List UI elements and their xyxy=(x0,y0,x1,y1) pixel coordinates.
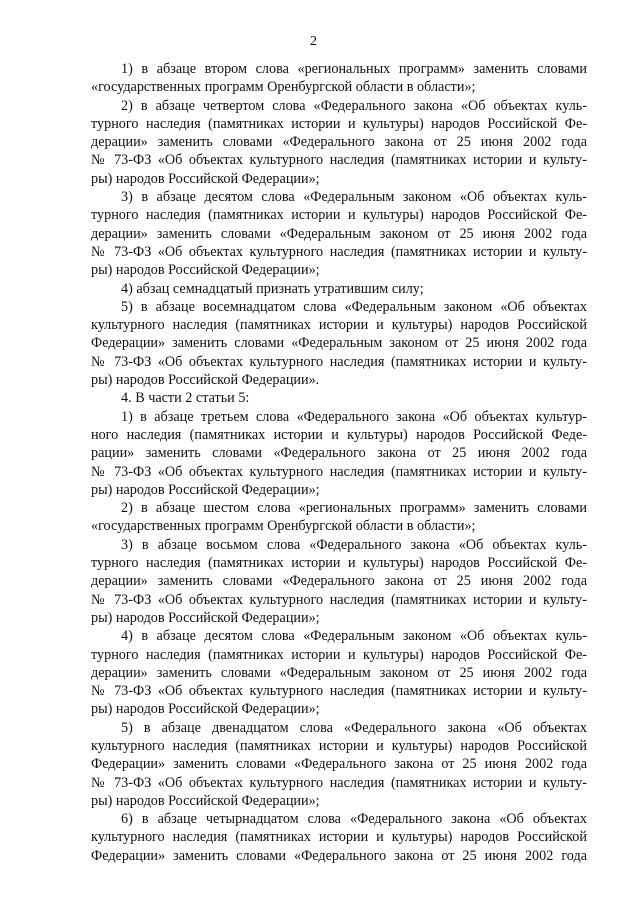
text-line: 2) в абзаце четвертом слова «Федерального закона «Об объектах куль- xyxy=(121,97,587,114)
text-line: № 73-ФЗ «Об объектах культурного наследия (памятниках истории и культу- xyxy=(91,152,587,169)
text-line: рации» заменить словами «Федерального закона от 25 июня 2002 года xyxy=(91,445,587,462)
text-line: дерации» заменить словами «Федеральным законом от 25 июня 2002 года xyxy=(91,664,587,681)
text-line: культурного наследия (памятниках истории и культуры) народов Российской xyxy=(91,737,587,754)
text-line: 1) в абзаце третьем слова «Федерального закона «Об объектах культур- xyxy=(121,408,587,425)
text-line: № 73-ФЗ «Об объектах культурного наследия (памятниках истории и культу- xyxy=(91,463,587,480)
text-line: Федерации» заменить словами «Федеральным законом от 25 июня 2002 года xyxy=(91,335,587,352)
text-line: ры) народов Российской Федерации»; xyxy=(91,609,320,626)
text-line: № 73-ФЗ «Об объектах культурного наследия (памятниках истории и культу- xyxy=(91,774,587,791)
text-line: Федерации» заменить словами «Федерального закона от 25 июня 2002 года xyxy=(91,756,587,773)
text-line: 3) в абзаце десятом слова «Федеральным законом «Об объектах куль- xyxy=(121,189,587,206)
text-line: № 73-ФЗ «Об объектах культурного наследия (памятниках истории и культу- xyxy=(91,243,587,260)
text-line: № 73-ФЗ «Об объектах культурного наследия (памятниках истории и культу- xyxy=(91,683,587,700)
text-line: Федерации» заменить словами «Федерального закона от 25 июня 2002 года xyxy=(91,847,587,864)
text-line: ры) народов Российской Федерации»; xyxy=(91,170,320,187)
text-line: дерации» заменить словами «Федеральным законом от 25 июня 2002 года xyxy=(91,225,587,242)
text-line: 4. В части 2 статьи 5: xyxy=(121,390,250,407)
text-line: 5) в абзаце восемнадцатом слова «Федеральным законом «Об объектах xyxy=(121,298,587,315)
text-line: 1) в абзаце втором слова «региональных программ» заменить словами xyxy=(121,61,587,77)
text-line: 3) в абзаце восьмом слова «Федерального закона «Об объектах куль- xyxy=(121,536,587,553)
page-number: 2 xyxy=(310,34,317,49)
text-line: 4) абзац семнадцатый признать утратившим силу; xyxy=(121,280,424,297)
text-line: ры) народов Российской Федерации». xyxy=(91,372,320,389)
text-line: турного наследия (памятниках истории и культуры) народов Российской Фе- xyxy=(91,646,587,663)
text-line: 6) в абзаце четырнадцатом слова «Федерального закона «Об объектах xyxy=(121,811,587,828)
text-line: № 73-ФЗ «Об объектах культурного наследия (памятниках истории и культу- xyxy=(91,591,587,608)
text-line: дерации» заменить словами «Федерального закона от 25 июня 2002 года xyxy=(91,573,587,590)
text-line: 4) в абзаце десятом слова «Федеральным законом «Об объектах куль- xyxy=(121,628,587,645)
text-line: культурного наследия (памятниках истории и культуры) народов Российской xyxy=(91,317,587,334)
text-line: «государственных программ Оренбургской области в области»; xyxy=(91,79,476,96)
text-line: ры) народов Российской Федерации»; xyxy=(91,481,320,498)
text-line: «государственных программ Оренбургской области в области»; xyxy=(91,518,476,535)
text-line: турного наследия (памятниках истории и культуры) народов Российской Фе- xyxy=(91,115,587,132)
text-line: турного наследия (памятниках истории и культуры) народов Российской Фе- xyxy=(91,207,587,224)
text-line: ного наследия (памятниках истории и культуры) народов Российской Феде- xyxy=(91,426,587,443)
text-line: ры) народов Российской Федерации»; xyxy=(91,701,320,718)
text-line: ры) народов Российской Федерации»; xyxy=(91,792,320,809)
text-line: дерации» заменить словами «Федерального закона от 25 июня 2002 года xyxy=(91,134,587,151)
text-line: № 73-ФЗ «Об объектах культурного наследия (памятниках истории и культу- xyxy=(91,353,587,370)
text-line: культурного наследия (памятниках истории и культуры) народов Российской xyxy=(91,829,587,846)
text-line: турного наследия (памятниках истории и культуры) народов Российской Фе- xyxy=(91,555,587,572)
document-body xyxy=(91,60,587,865)
text-line: 5) в абзаце двенадцатом слова «Федерального закона «Об объектах xyxy=(121,719,587,736)
text-line: 2) в абзаце шестом слова «региональных программ» заменить словами xyxy=(121,500,587,517)
text-line: ры) народов Российской Федерации»; xyxy=(91,262,320,279)
